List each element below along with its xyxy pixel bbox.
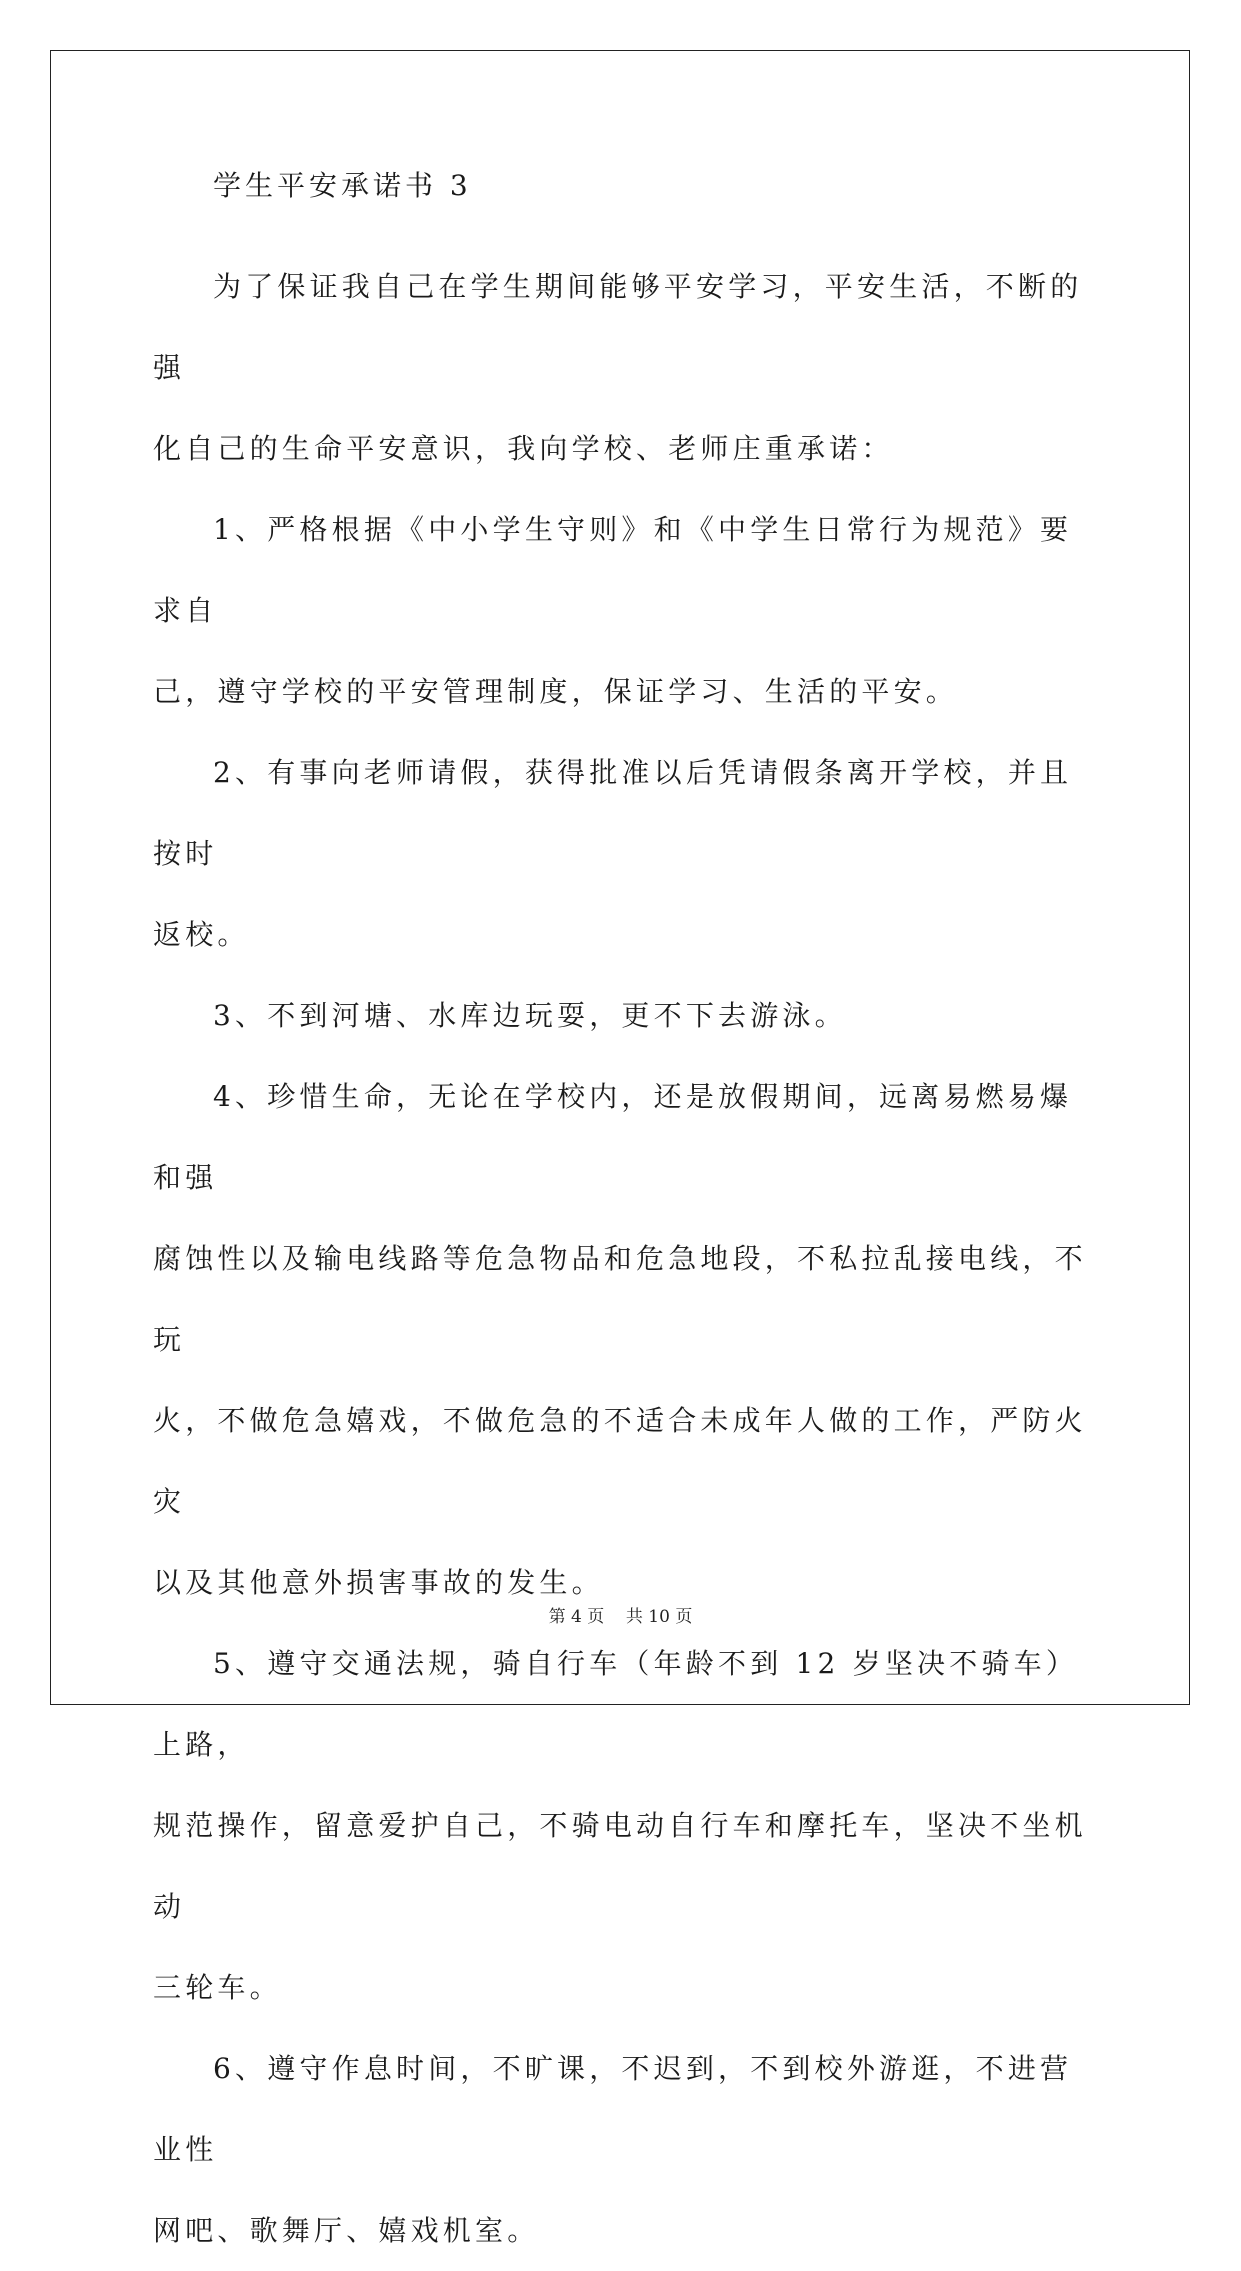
page-number-footer: 第 4 页 共 10 页 — [548, 1607, 693, 1627]
paragraph-intro: 为了保证我自己在学生期间能够平安学习，平安生活，不断的强 化自己的生命平安意识，我向学校、老师庄重承诺： — [153, 270, 1083, 465]
paragraph-item-6: 6、遵守作息时间，不旷课，不迟到，不到校外游逛，不进营业性 网吧、歌舞厅、嬉戏机室。 — [153, 2052, 1073, 2247]
paragraph-item-5: 5、遵守交通法规，骑自行车（年龄不到 12 岁坚决不骑车）上路， 规范操作，留意爱护自己，不骑电动自行车和摩托车，坚决不坐机动 三轮车。 — [153, 1647, 1087, 2004]
paragraph-item-1: 1、严格根据《中小学生守则》和《中学生日常行为规范》要求自 己，遵守学校的平安管理制度，保证学习、生活的平安。 — [153, 513, 1073, 708]
paragraph-item-2: 2、有事向老师请假，获得批准以后凭请假条离开学校，并且按时 返校。 — [153, 756, 1073, 951]
paragraph-item-4: 4、珍惜生命，无论在学校内，还是放假期间，远离易燃易爆和强 腐蚀性以及输电线路等危急物品和危急地段，不私拉乱接电线，不玩 火，不做危急嬉戏，不做危急的不适合未成年人做的工作，严防火灾 以及其他意外损害事故的发生。 — [153, 1080, 1087, 1599]
document-body — [153, 166, 1093, 2271]
paragraph-item-3: 3、不到河塘、水库边玩耍，更不下去游泳。 — [213, 999, 847, 1032]
document-title: 学生平安承诺书 3 — [213, 169, 472, 202]
